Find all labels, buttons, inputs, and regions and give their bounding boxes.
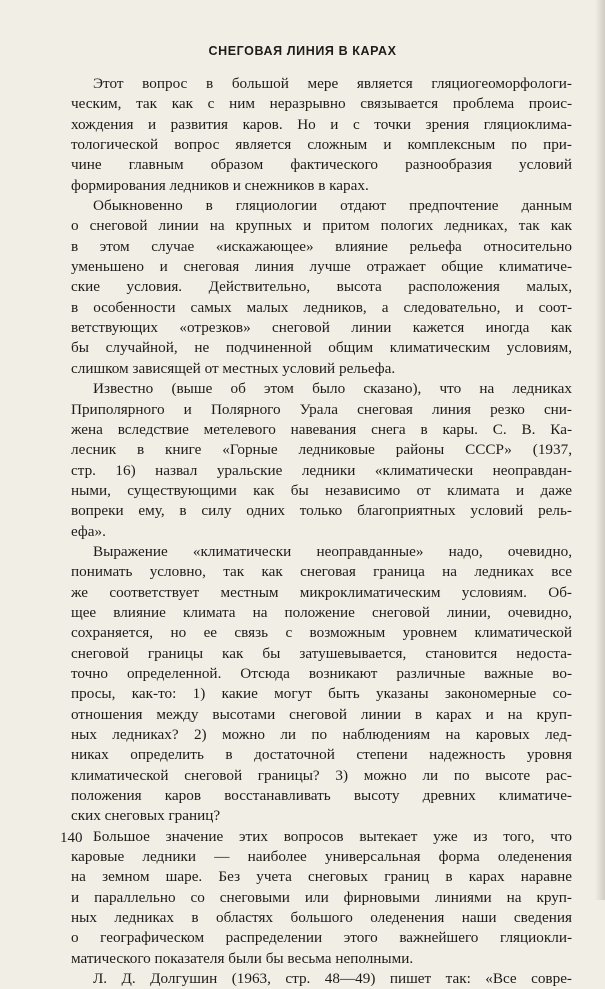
text-line: слишком зависящей от местных условий рельефа. <box>71 359 396 377</box>
text-line: никах определить в достаточной степени надежность уровня <box>71 746 572 764</box>
text-line: формирования ледников и снежников в карах. <box>71 176 369 194</box>
text-line: же соответствует местным микроклиматическим условиям. Об- <box>71 583 572 601</box>
text-line: Известно (выше об этом было сказано), что на ледниках <box>93 380 572 398</box>
text-line: Этот вопрос в большой мере является гляциогеоморфологи- <box>93 75 572 92</box>
text-line: лесник в книге «Горные ледниковые районы СССР» (1937, <box>71 441 572 459</box>
text-line: вопреки ему, в силу одних только благоприятных условий рель- <box>71 502 572 520</box>
text-line: понимать условно, так как снеговая граница на ледниках все <box>71 563 572 581</box>
text-line: ских снеговых границ? <box>71 807 221 825</box>
page-edge-shadow <box>595 0 605 900</box>
text-line: ские условия. Действительно, высота расположения малых, <box>71 278 572 296</box>
text-line: отношения между высотами снеговой линии в карах и на круп- <box>71 705 572 723</box>
page-number: 140 <box>60 830 83 846</box>
text-line: ефа». <box>71 522 106 540</box>
text-line: Выражение «климатически неоправданные» надо, очевидно, <box>93 542 572 560</box>
text-line: в этом случае «искажающее» влияние рельефа относительно <box>71 237 572 255</box>
text-line: Приполярного и Полярного Урала снеговая линия резко сни- <box>71 400 572 418</box>
text-line: чине главным образом фактического разнообразия условий <box>71 156 572 174</box>
text-line: на земном шаре. Без учета снеговых границ в карах наравне <box>71 868 572 886</box>
text-line: о снеговой линии на крупных и притом пологих ледниках, так как <box>71 217 572 235</box>
text-line: ных ледниках в областях большого оледенения наши сведения <box>71 909 572 927</box>
text-line: уменьшено и снеговая линия лучше отражает общие климатиче- <box>71 258 572 276</box>
text-line: Л. Д. Долгушин (1963, стр. 48—49) пишет так: «Все совре- <box>93 970 572 988</box>
text-line: ческим, так как с ним неразрывно связывается проблема проис- <box>71 95 572 113</box>
text-line: и параллельно со снеговыми или фирновыми линиями на круп- <box>71 888 572 906</box>
text-line: бы случайной, не подчиненной общим климатическим условиям, <box>71 339 572 357</box>
text-line: жена вследствие метелевого навевания снега в кары. С. В. Ка- <box>71 420 572 438</box>
text-line: точно определенной. Отсюда возникают различные важные во- <box>71 664 572 682</box>
page-body-text <box>71 74 572 989</box>
text-line: тологической вопрос является сложным и комплексным по при- <box>71 136 572 154</box>
text-line: щее влияние климата на положение снеговой линии, очевидно, <box>71 603 572 621</box>
text-line: ными, существующими как бы независимо от климата и даже <box>71 481 572 499</box>
text-line: о географическом распределении этого важнейшего гляциокли- <box>71 929 572 947</box>
text-line: в особенности самых малых ледников, а следовательно, и соот- <box>71 298 572 316</box>
text-line: просы, как-то: 1) какие могут быть указаны закономерные со- <box>71 685 572 703</box>
text-line: Обыкновенно в гляциологии отдают предпочтение данным <box>93 197 572 215</box>
text-line: Большое значение этих вопросов вытекает уже из того, что <box>93 827 572 845</box>
text-line: хождения и развития каров. Но и с точки зрения гляциоклима- <box>71 115 572 133</box>
text-line: снеговой границы как бы затушевывается, становится недоста- <box>71 644 572 662</box>
text-line: ных ледниках? 2) можно ли по наблюдениям на каровых лед- <box>71 726 572 743</box>
text-line: каровые ледники — наиболее универсальная форма оледенения <box>71 848 572 866</box>
page-title: СНЕГОВАЯ ЛИНИЯ В КАРАХ <box>208 44 397 58</box>
text-line: ветствующих «отрезков» снеговой линии кажется иногда как <box>71 319 572 337</box>
text-line: стр. 16) назвал уральские ледники «климатически неоправдан- <box>71 461 572 479</box>
text-line: климатической снеговой границы? 3) можно ли по высоте рас- <box>71 766 572 784</box>
text-line: сохраняется, но ее связь с возможным уровнем климатической <box>71 624 572 642</box>
text-line: матического показателя были бы весьма неполными. <box>71 949 414 967</box>
text-line: положения каров восстанавливать высоту древних климатиче- <box>71 787 572 805</box>
